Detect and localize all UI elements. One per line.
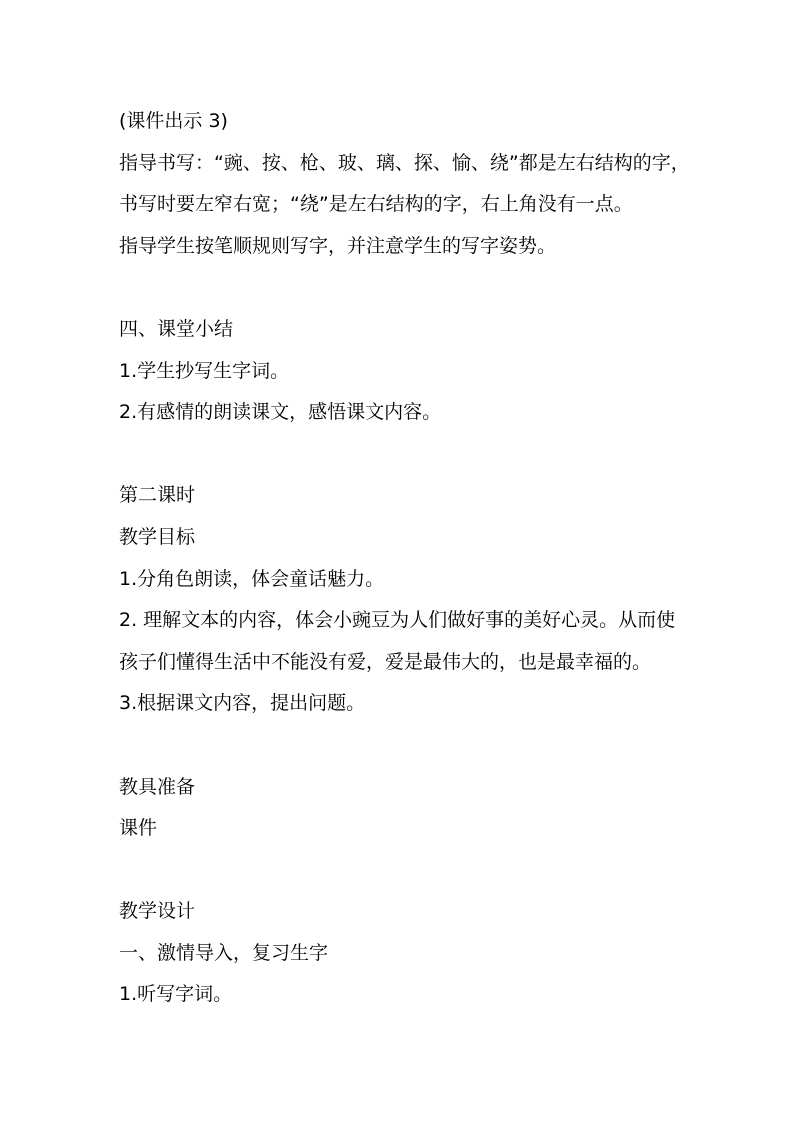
objective-item-3: 3.根据课文内容，提出问题。 xyxy=(119,692,366,715)
design-heading: 教学设计 xyxy=(119,900,196,923)
writing-guide-line-2: 书写时要左窄右宽；“绕”是左右结构的字，右上角没有一点。 xyxy=(119,193,633,216)
paragraph-gap xyxy=(119,267,699,309)
objective-item-1: 1.分角色朗读，体会童话魅力。 xyxy=(119,567,385,590)
materials-heading: 教具准备 xyxy=(119,775,196,798)
paragraph-gap xyxy=(119,434,699,476)
paragraph-gap xyxy=(119,850,699,892)
design-step-1-heading: 一、激情导入，复习生字 xyxy=(119,941,329,964)
summary-item-2: 2.有感情的朗读课文，感悟课文内容。 xyxy=(119,401,442,424)
summary-item-1: 1.学生抄写生字词。 xyxy=(119,359,290,382)
section-heading-summary: 四、课堂小结 xyxy=(119,317,234,340)
writing-guide-line-3: 指导学生按笔顺规则写字，并注意学生的写字姿势。 xyxy=(119,234,557,257)
design-step-1-item-1: 1.听写字词。 xyxy=(119,983,233,1006)
lesson-heading: 第二课时 xyxy=(119,484,196,507)
objective-item-2-line-1: 2. 理解文本的内容，体会小豌豆为人们做好事的美好心灵。从而使 xyxy=(119,609,676,632)
objectives-heading: 教学目标 xyxy=(119,525,196,548)
objective-item-2-line-2: 孩子们懂得生活中不能没有爱，爱是最伟大的，也是最幸福的。 xyxy=(119,650,652,673)
paragraph-gap xyxy=(119,725,699,767)
writing-guide-line-1: 指导书写：“豌、按、枪、玻、璃、探、愉、绕”都是左右结构的字， xyxy=(119,151,690,174)
courseware-note: (课件出示 3) xyxy=(119,110,228,132)
materials-item: 课件 xyxy=(119,817,158,840)
document-body xyxy=(119,101,699,1016)
